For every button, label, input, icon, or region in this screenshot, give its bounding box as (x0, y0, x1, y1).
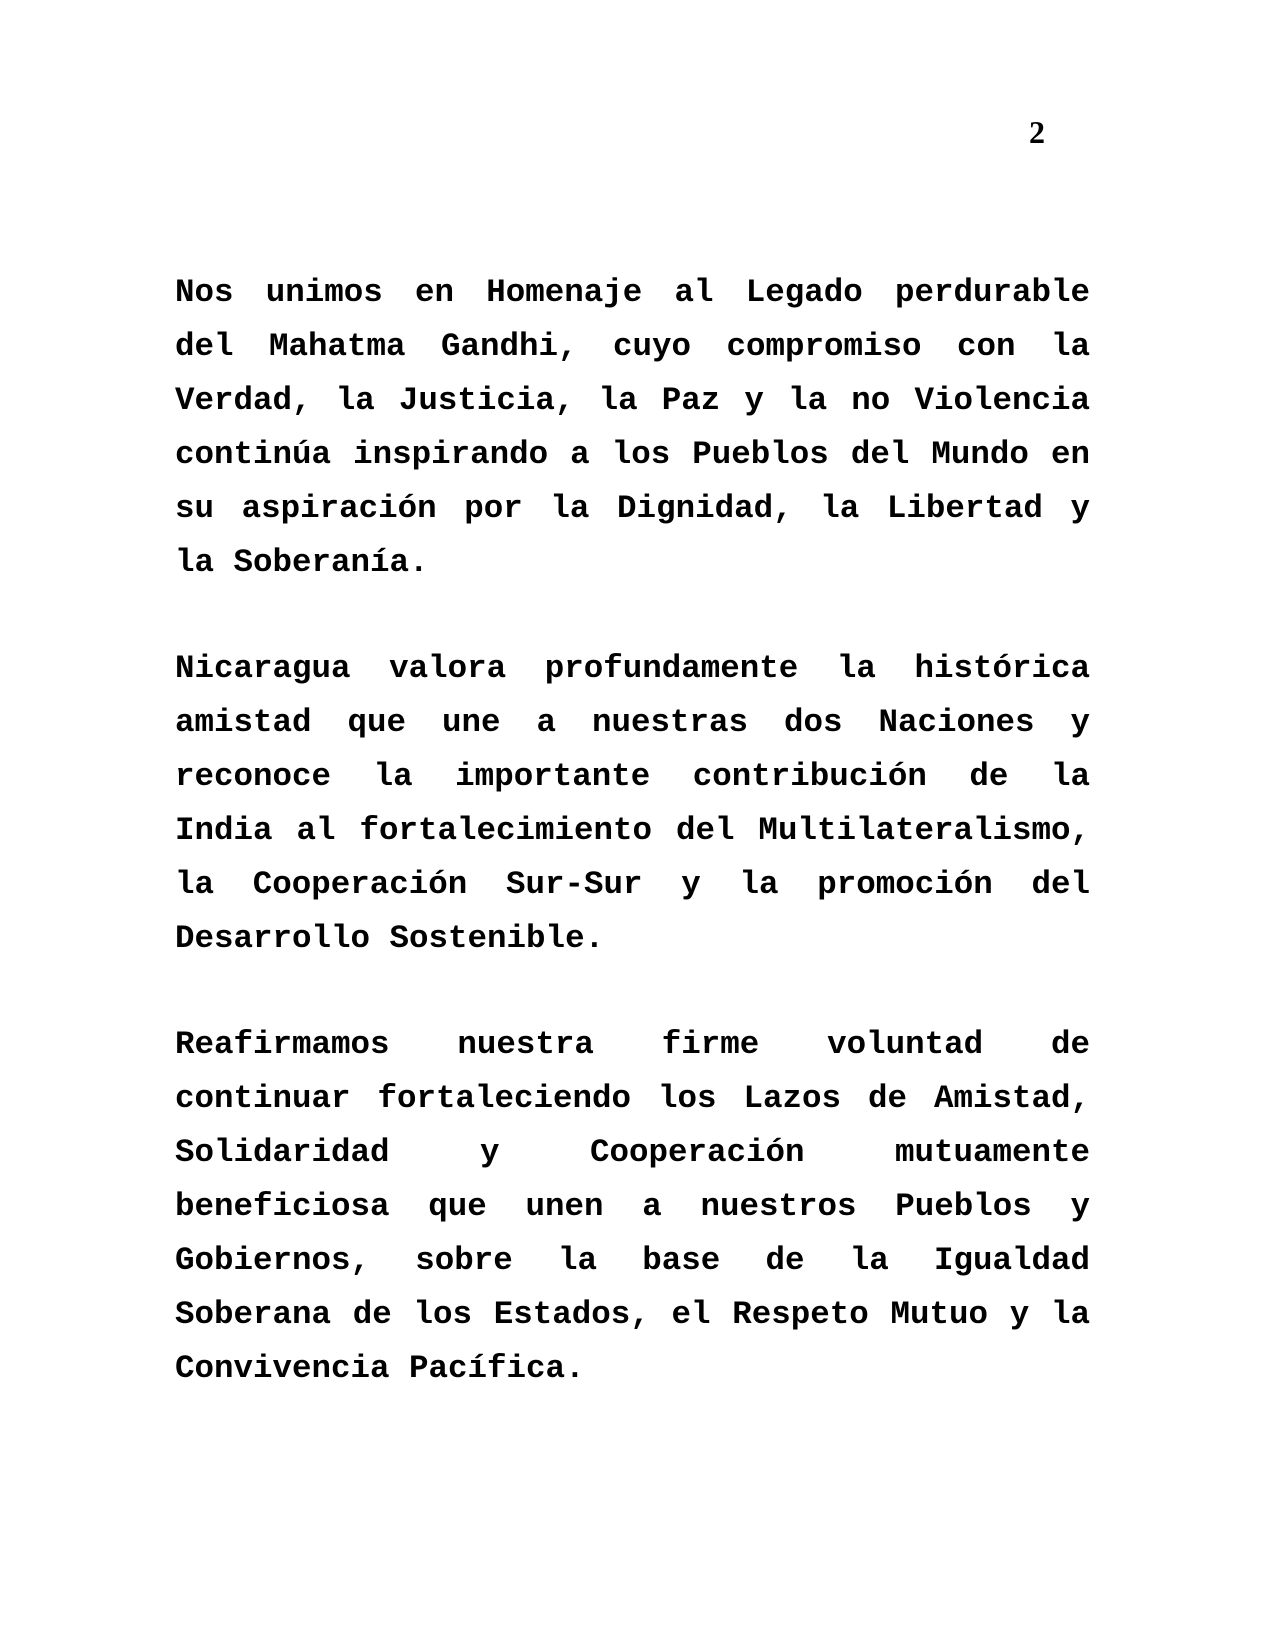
page-number: 2 (1029, 114, 1045, 150)
paragraph-gandhi-legacy: Nos unimos en Homenaje al Legado perdurable del Mahatma Gandhi, cuyo compromiso con la Verdad, la Justicia, la Paz y la no Violencia continúa inspirando a los Pueblos del Mundo en su aspiración por la Dignidad, la Libertad y la Soberanía. (175, 274, 1090, 581)
paragraph-reaffirmation: Reafirmamos nuestra firme voluntad de continuar fortaleciendo los Lazos de Amistad, Solidaridad y Cooperación mutuamente beneficiosa que unen a nuestros Pueblos y Gobiernos, sobre la base de la Igualdad Soberana de los Estados, el Respeto Mutuo y la Convivencia Pacífica. (175, 1026, 1090, 1387)
document-body (175, 266, 1090, 1448)
paragraph-nicaragua-india-friendship: Nicaragua valora profundamente la histórica amistad que une a nuestras dos Naciones y reconoce la importante contribución de la India al fortalecimiento del Multilateralismo, la Cooperación Sur-Sur y la promoción del Desarrollo Sostenible. (175, 650, 1090, 957)
